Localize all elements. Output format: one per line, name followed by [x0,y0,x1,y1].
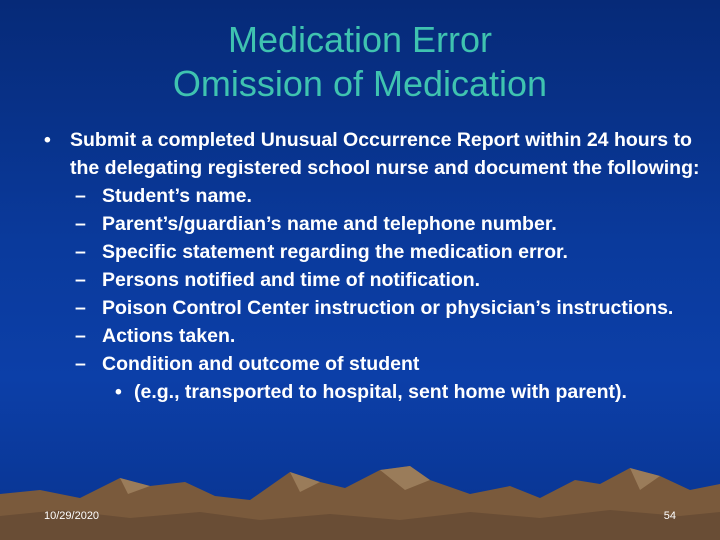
sub-bullet-text: Persons notified and time of notification. [102,269,481,291]
dash-marker: – [75,325,86,347]
sub-bullet [40,350,700,378]
sub-bullet [40,294,700,322]
sub-sub-bullet-text: (e.g., transported to hospital, sent home with parent). [134,381,627,403]
sub-sub-bullet [40,378,700,406]
bullet-marker: • [44,129,51,151]
dash-marker: – [75,269,86,291]
sub-bullet [40,238,700,266]
dash-marker: – [75,241,86,263]
dash-marker: – [75,185,86,207]
sub-bullet-text: Student’s name. [102,185,252,207]
dash-marker: – [75,213,86,235]
bullet-marker: • [115,381,122,403]
sub-bullet [40,210,700,238]
sub-bullet-text: Parent’s/guardian’s name and telephone number. [102,213,557,235]
sub-bullet [40,322,700,350]
slide-date: 10/29/2020 [44,510,100,522]
slide-page-number: 54 [663,510,676,522]
title-line-1: Medication Error [227,19,493,60]
sub-bullet-text: Specific statement regarding the medication error. [102,241,568,263]
bullet-intro [40,126,700,182]
slide-body [40,126,700,406]
sub-bullet-text: Condition and outcome of student [102,353,420,375]
title-line-2: Omission of Medication [172,63,548,104]
dash-marker: – [75,297,86,319]
sub-bullet-text: Poison Control Center instruction or physician’s instructions. [102,297,674,319]
sub-bullet [40,182,700,210]
slide-title [40,18,680,106]
mountain-landscape-decoration [0,460,720,540]
sub-bullet-text: Actions taken. [102,325,236,347]
sub-bullet [40,266,700,294]
bullet-intro-text: Submit a completed Unusual Occurrence Report within 24 hours to the delegating registered school nurse and document the following: [70,129,700,179]
dash-marker: – [75,353,86,375]
